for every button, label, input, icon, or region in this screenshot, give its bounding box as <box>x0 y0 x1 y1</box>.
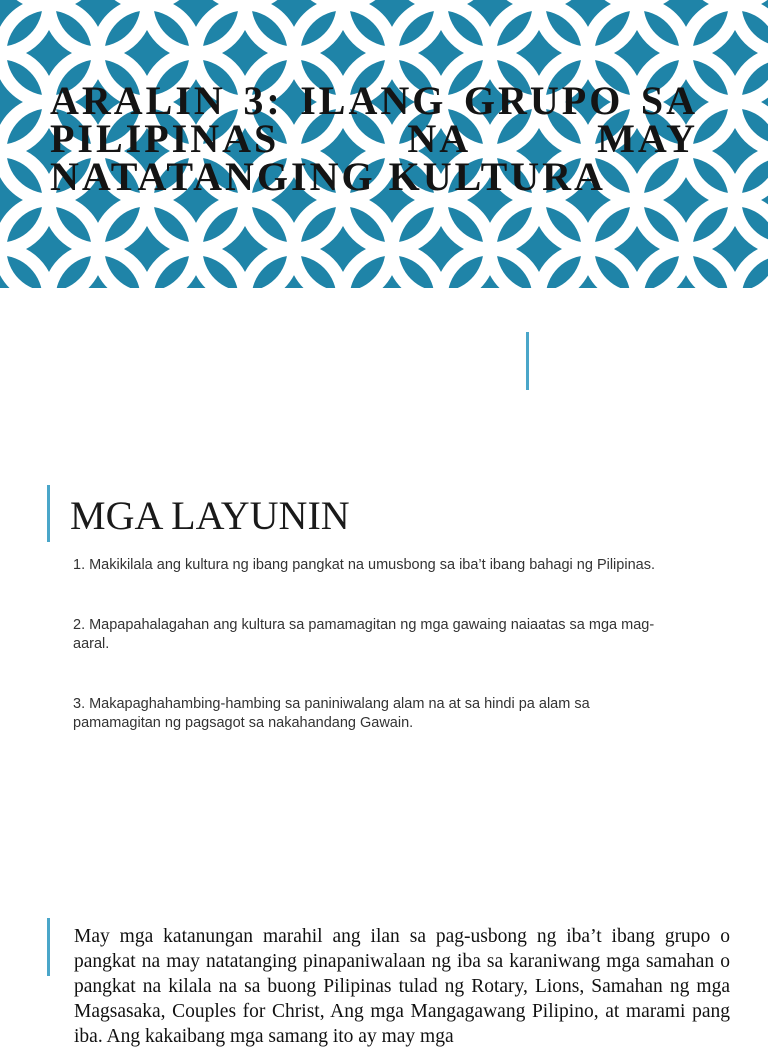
objective-item: 1. Makikilala ang kultura ng ibang pangkat na umusbong sa iba’t ibang bahagi ng Pilipinas. <box>73 557 655 573</box>
objectives-heading: MGA LAYUNIN <box>70 493 350 538</box>
objective-item: 2. Mapapahalagahan ang kultura sa pamamagitan ng mga gawaing naiaatas sa mga mag-aaral. <box>73 617 655 652</box>
intro-accent-bar <box>47 918 50 976</box>
intro-paragraph: May mga katanungan marahil ang ilan sa pag-usbong ng iba’t ibang grupo o pangkat na may natatanging pinapaniwalaan ng iba sa karaniwang mga samahan o pangkat na kilala na sa buong Pilipinas tulad ng Rotary, Lions, Samahan ng mga Magsasaka, Couples for Christ, Ang mga Mangagawang Pilipino, at marami pang iba. Ang kakaibang mga samang ito ay may mga <box>74 926 730 1047</box>
objective-item: 3. Makapaghahambing-hambing sa paniniwalang alam na at sa hindi pa alam sa pamamagitan ng pagsagot sa nakahandang Gawain. <box>73 696 590 731</box>
title-banner <box>0 0 768 288</box>
accent-divider <box>526 332 529 390</box>
objectives-list <box>73 556 673 774</box>
lesson-title: ARALIN 3: ILANG GRUPO SA PILIPINAS NA MAY NATATANGING KULTURA <box>50 78 698 199</box>
layunin-accent-bar <box>47 485 50 542</box>
